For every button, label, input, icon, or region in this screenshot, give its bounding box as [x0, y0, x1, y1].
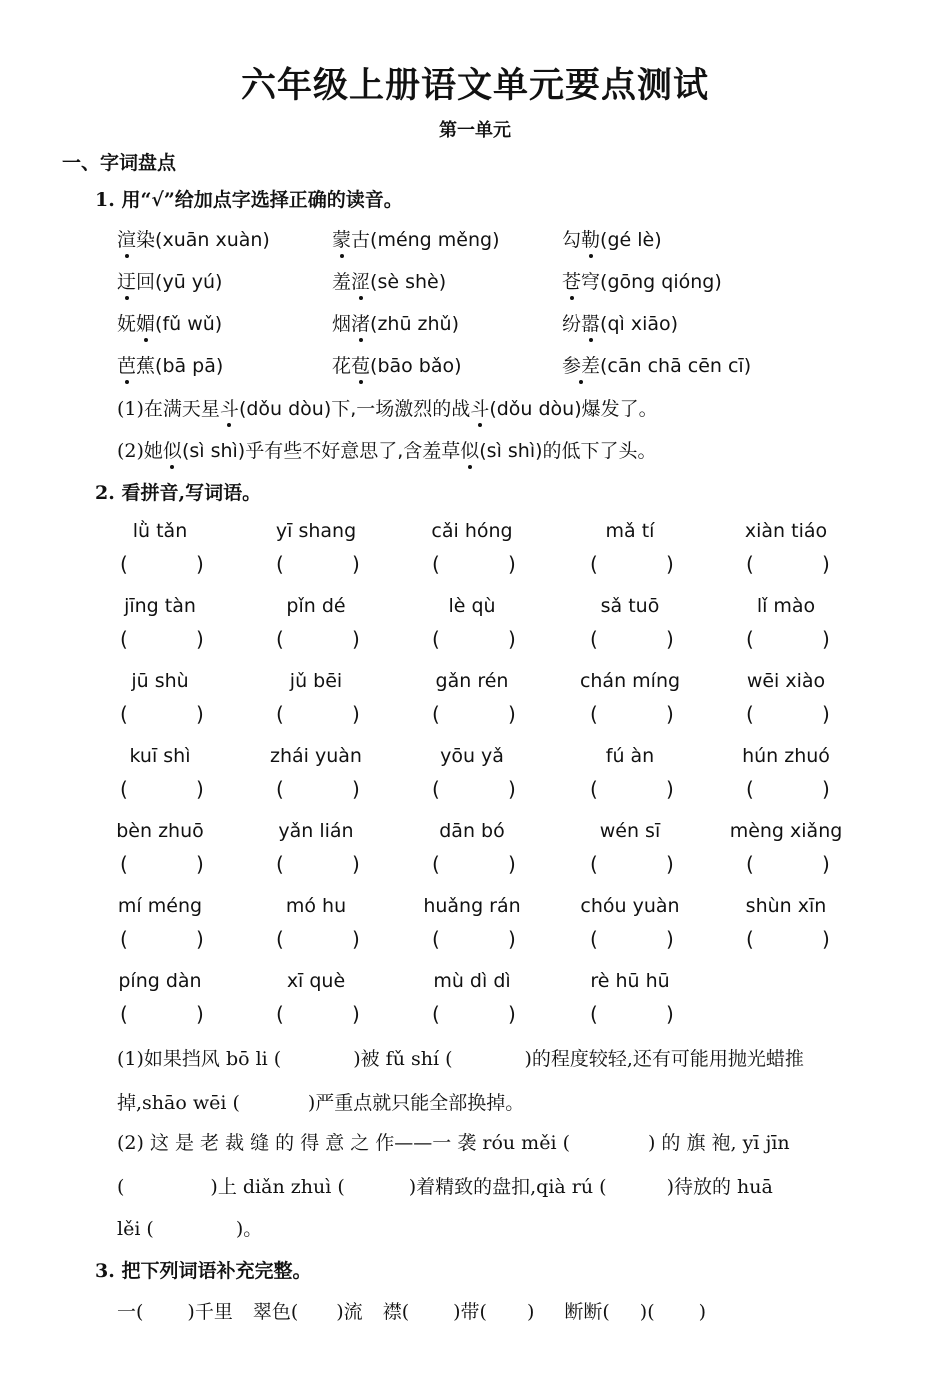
answer-paren-close: ): [508, 627, 516, 651]
answer-blank[interactable]: [442, 552, 504, 578]
word-char: 妩: [117, 313, 137, 335]
idiom-fragment: )带(: [453, 1301, 487, 1323]
answer-paren-close: ): [196, 627, 204, 651]
q1-s1-dotted-2: 斗: [470, 394, 489, 421]
pinyin-label: mèng xiǎng: [729, 820, 843, 842]
reading-choice-item: [562, 351, 751, 378]
pinyin-label: cǎi hóng: [431, 520, 513, 542]
pinyin-label: xī què: [286, 970, 346, 992]
idiom-fragment: )千里: [187, 1301, 233, 1323]
answer-paren-close: ): [196, 777, 204, 801]
pinyin-label: píng dàn: [118, 970, 202, 992]
pronunciation-options[interactable]: (gé lè): [600, 229, 662, 251]
answer-paren-open: (: [120, 852, 128, 876]
answer-paren-open: (: [432, 777, 440, 801]
q1-s1-text-a: (1)在满天星: [117, 398, 220, 420]
pinyin-label: pǐn dé: [286, 595, 346, 617]
answer-paren-close: ): [196, 552, 204, 576]
answer-blank[interactable]: [130, 702, 192, 728]
q1-s2-text-a: (2)她: [117, 440, 163, 462]
pinyin-label: mù dì dì: [433, 970, 511, 992]
q2-p2-g: lěi (: [117, 1218, 154, 1240]
pinyin-label: xiàn tiáo: [744, 520, 828, 542]
reading-choice-item: [332, 267, 446, 294]
pinyin-label: lǐ mào: [756, 595, 816, 617]
answer-blank[interactable]: [286, 852, 348, 878]
word-char: 勾: [562, 229, 582, 251]
idiom-fragment: ): [698, 1301, 707, 1323]
answer-paren-close: ): [666, 852, 674, 876]
answer-paren-close: ): [666, 627, 674, 651]
q1-s2-text-c: (sì shì)的低下了头。: [479, 440, 657, 462]
answer-paren-close: ): [666, 552, 674, 576]
answer-paren-close: ): [666, 777, 674, 801]
dotted-char: 渚: [351, 309, 370, 336]
answer-paren-close: ): [666, 927, 674, 951]
pinyin-label: gǎn rén: [435, 670, 509, 692]
answer-paren-open: (: [590, 702, 598, 726]
pronunciation-options[interactable]: (cān chā cēn cī): [600, 355, 752, 377]
word-char: 纷: [562, 313, 582, 335]
answer-blank[interactable]: [130, 627, 192, 653]
idiom-fragment: )(: [639, 1301, 655, 1323]
dotted-char: 嚣: [581, 309, 600, 336]
q1-s2-dotted-2: 似: [460, 436, 479, 463]
answer-blank[interactable]: [756, 627, 818, 653]
answer-paren-open: (: [746, 702, 754, 726]
reading-choice-item: [117, 225, 270, 252]
idiom-fragment: 断断(: [564, 1301, 610, 1323]
reading-choice-item: [117, 267, 222, 294]
answer-paren-close: ): [352, 552, 360, 576]
word-char: 蕉: [136, 355, 156, 377]
answer-paren-close: ): [196, 702, 204, 726]
answer-blank[interactable]: [756, 927, 818, 953]
pinyin-label: jīng tàn: [124, 595, 196, 617]
dotted-char: 勒: [581, 225, 600, 252]
reading-choice-item: [117, 351, 223, 378]
pronunciation-options[interactable]: (fǔ wǔ): [155, 313, 223, 335]
pinyin-label: wén sī: [599, 820, 661, 842]
q1-s1-text-b: (dǒu dòu)下,一场激烈的战: [238, 398, 471, 420]
answer-blank[interactable]: [130, 552, 192, 578]
pronunciation-options[interactable]: (gōng qióng): [600, 271, 722, 293]
idiom-fragment: 翠色(: [252, 1301, 299, 1323]
word-char: 回: [136, 271, 156, 293]
pinyin-label: hún zhuó: [742, 745, 830, 767]
answer-paren-close: ): [508, 552, 516, 576]
answer-paren-close: ): [666, 702, 674, 726]
answer-paren-open: (: [746, 777, 754, 801]
q1-s1-text-c: (dǒu dòu)爆发了。: [489, 398, 658, 420]
dotted-char: 芭: [117, 351, 136, 378]
answer-paren-close: ): [352, 777, 360, 801]
answer-blank[interactable]: [600, 702, 662, 728]
answer-blank[interactable]: [600, 777, 662, 803]
dotted-char: 苞: [351, 351, 370, 378]
pinyin-label: dān bó: [439, 820, 505, 842]
q1-sentence-2: [117, 436, 657, 463]
pinyin-label: bèn zhuō: [116, 820, 204, 842]
answer-paren-close: ): [508, 1002, 516, 1026]
q2-p2-f: )待放的 huā: [666, 1176, 773, 1198]
answer-blank[interactable]: [442, 927, 504, 953]
q2-passage-1-line-1: [117, 1044, 804, 1071]
answer-paren-open: (: [590, 627, 598, 651]
pinyin-label: yōu yǎ: [440, 745, 504, 767]
answer-paren-open: (: [120, 702, 128, 726]
pinyin-label: lǜ tǎn: [132, 520, 188, 542]
dotted-char: 渲: [117, 225, 136, 252]
reading-choice-item: [562, 267, 722, 294]
answer-blank[interactable]: [286, 777, 348, 803]
q2-passage-2-line-1: [117, 1128, 790, 1155]
answer-paren-close: ): [822, 552, 830, 576]
answer-blank[interactable]: [600, 1002, 662, 1028]
answer-paren-open: (: [590, 852, 598, 876]
answer-paren-close: ): [822, 777, 830, 801]
pronunciation-options[interactable]: (yū yú): [155, 271, 223, 293]
word-char: 羞: [332, 271, 352, 293]
q3-prompt: 3. 把下列词语补充完整。: [95, 1260, 312, 1282]
q2-prompt: 2. 看拼音,写词语。: [95, 482, 262, 504]
answer-paren-open: (: [746, 552, 754, 576]
pinyin-label: huǎng rán: [423, 895, 521, 917]
q2-p1-b: )被 fǔ shí (: [353, 1048, 453, 1070]
answer-paren-open: (: [276, 852, 284, 876]
answer-paren-open: (: [590, 1002, 598, 1026]
pronunciation-options[interactable]: (bāo bǎo): [370, 355, 462, 377]
pinyin-label: chóu yuàn: [580, 895, 680, 917]
idiom-fragment: 一(: [117, 1301, 144, 1323]
pinyin-label: yī shang: [275, 520, 357, 542]
pinyin-label: mǎ tí: [605, 520, 655, 542]
idiom-fragment: 襟(: [382, 1301, 410, 1323]
answer-blank[interactable]: [130, 852, 192, 878]
pinyin-label: jǔ bēi: [289, 670, 343, 692]
word-char: 古: [351, 229, 371, 251]
pronunciation-options[interactable]: (sè shè): [370, 271, 447, 293]
answer-blank[interactable]: [286, 1002, 348, 1028]
answer-blank[interactable]: [442, 852, 504, 878]
answer-blank[interactable]: [756, 852, 818, 878]
answer-paren-open: (: [432, 552, 440, 576]
section-heading: 一、字词盘点: [62, 152, 177, 174]
answer-paren-open: (: [276, 702, 284, 726]
answer-blank[interactable]: [442, 1002, 504, 1028]
reading-choice-item: [562, 225, 662, 252]
answer-paren-open: (: [590, 777, 598, 801]
answer-paren-close: ): [822, 852, 830, 876]
pinyin-label: mí méng: [117, 895, 203, 917]
word-char: 花: [332, 355, 352, 377]
pinyin-label: jū shù: [131, 670, 189, 692]
dotted-char: 迂: [117, 267, 136, 294]
reading-choice-item: [332, 351, 462, 378]
answer-paren-open: (: [746, 627, 754, 651]
answer-paren-close: ): [508, 702, 516, 726]
answer-paren-open: (: [276, 552, 284, 576]
q1-prompt: 1. 用“√”给加点字选择正确的读音。: [95, 189, 403, 211]
reading-choice-item: [562, 309, 678, 336]
pinyin-label: lè qù: [448, 595, 496, 617]
answer-paren-open: (: [276, 777, 284, 801]
answer-paren-close: ): [196, 927, 204, 951]
reading-choice-item: [117, 309, 222, 336]
reading-choice-item: [332, 225, 500, 252]
pinyin-label: zhái yuàn: [270, 745, 362, 767]
pinyin-label: rè hū hū: [590, 970, 670, 992]
answer-paren-close: ): [508, 852, 516, 876]
q2-p2-h: )。: [235, 1218, 263, 1240]
answer-blank[interactable]: [130, 1002, 192, 1028]
word-char: 染: [136, 229, 156, 251]
idiom-fragment: ): [526, 1301, 535, 1323]
pinyin-label: chán míng: [579, 670, 681, 692]
answer-paren-open: (: [120, 552, 128, 576]
answer-blank[interactable]: [442, 777, 504, 803]
dotted-char: 参差: [562, 351, 600, 378]
q2-p1-e: )严重点就只能全部换掉。: [307, 1092, 525, 1114]
answer-paren-open: (: [746, 927, 754, 951]
answer-paren-open: (: [120, 627, 128, 651]
pinyin-label: fú àn: [605, 745, 655, 767]
pinyin-label: yǎn lián: [278, 820, 354, 842]
answer-paren-close: ): [508, 777, 516, 801]
q2-p1-a: (1)如果挡风 bō li (: [117, 1048, 282, 1070]
answer-blank[interactable]: [756, 777, 818, 803]
q2-p1-c: )的程度较轻,还有可能用抛光蜡推: [524, 1048, 804, 1070]
dotted-char: 苍: [562, 267, 581, 294]
q2-passage-2-line-2: [117, 1172, 773, 1199]
q2-passage-1-line-2: [117, 1088, 524, 1115]
answer-blank[interactable]: [286, 927, 348, 953]
word-char: 穹: [581, 271, 601, 293]
answer-paren-open: (: [120, 1002, 128, 1026]
dotted-char: 涩: [351, 267, 370, 294]
answer-paren-close: ): [196, 1002, 204, 1026]
answer-paren-close: ): [352, 927, 360, 951]
answer-blank[interactable]: [130, 927, 192, 953]
pronunciation-options[interactable]: (bā pā): [155, 355, 224, 377]
answer-blank[interactable]: [286, 627, 348, 653]
answer-paren-close: ): [352, 627, 360, 651]
q1-s1-dotted-1: 斗: [220, 394, 239, 421]
dotted-char: 蒙: [332, 225, 351, 252]
pronunciation-options[interactable]: (zhū zhǔ): [370, 313, 460, 335]
answer-paren-open: (: [432, 702, 440, 726]
answer-paren-close: ): [352, 702, 360, 726]
pinyin-label: shùn xīn: [745, 895, 827, 917]
pronunciation-options[interactable]: (xuān xuàn): [155, 229, 270, 251]
q2-p1-d: 掉,shāo wēi (: [117, 1092, 240, 1114]
answer-blank[interactable]: [442, 627, 504, 653]
reading-choice-item: [332, 309, 459, 336]
pinyin-label: sǎ tuō: [600, 595, 660, 617]
answer-paren-open: (: [746, 852, 754, 876]
word-char: 烟: [332, 313, 352, 335]
q2-p2-a: (2) 这 是 老 裁 缝 的 得 意 之 作——一 袭 róu měi (: [117, 1132, 570, 1154]
unit-subtitle: 第一单元: [439, 120, 511, 141]
q2-p2-d: )上 diǎn zhuì (: [210, 1176, 345, 1198]
answer-paren-open: (: [432, 627, 440, 651]
answer-blank[interactable]: [130, 777, 192, 803]
q1-s2-text-b: (sì shì)乎有些不好意思了,含羞草: [181, 440, 461, 462]
answer-blank[interactable]: [600, 552, 662, 578]
pronunciation-options[interactable]: (méng měng): [370, 229, 500, 251]
answer-blank[interactable]: [286, 702, 348, 728]
answer-paren-close: ): [352, 1002, 360, 1026]
answer-paren-open: (: [276, 1002, 284, 1026]
page-title: 六年级上册语文单元要点测试: [240, 65, 709, 106]
pinyin-label: mó hu: [285, 895, 347, 917]
answer-paren-close: ): [666, 1002, 674, 1026]
answer-paren-close: ): [822, 702, 830, 726]
answer-paren-open: (: [276, 627, 284, 651]
dotted-char: 媚: [136, 309, 155, 336]
q2-p2-b: ) 的 旗 袍, yī jīn: [647, 1132, 790, 1154]
answer-paren-open: (: [120, 927, 128, 951]
q1-sentence-1: [117, 394, 658, 421]
answer-blank[interactable]: [600, 852, 662, 878]
answer-paren-close: ): [508, 927, 516, 951]
answer-paren-open: (: [276, 927, 284, 951]
answer-blank[interactable]: [600, 627, 662, 653]
answer-blank[interactable]: [756, 552, 818, 578]
answer-paren-close: ): [196, 852, 204, 876]
answer-paren-open: (: [120, 777, 128, 801]
answer-paren-open: (: [590, 927, 598, 951]
answer-blank[interactable]: [756, 702, 818, 728]
q3-items: [117, 1297, 740, 1324]
answer-paren-open: (: [432, 852, 440, 876]
q2-passage-2-line-3: [117, 1214, 262, 1241]
q2-p2-c: (: [117, 1176, 125, 1198]
answer-blank[interactable]: [600, 927, 662, 953]
answer-blank[interactable]: [442, 702, 504, 728]
answer-paren-close: ): [352, 852, 360, 876]
answer-paren-close: ): [822, 927, 830, 951]
idiom-fragment: )流: [336, 1301, 363, 1323]
answer-paren-open: (: [432, 927, 440, 951]
answer-paren-open: (: [432, 1002, 440, 1026]
pronunciation-options[interactable]: (qì xiāo): [600, 313, 679, 335]
q2-p2-e: )着精致的盘扣,qià rú (: [408, 1176, 607, 1198]
answer-paren-close: ): [822, 627, 830, 651]
q1-s2-dotted-1: 似: [163, 436, 182, 463]
pinyin-label: kuī shì: [129, 745, 191, 767]
answer-paren-open: (: [590, 552, 598, 576]
answer-blank[interactable]: [286, 552, 348, 578]
pinyin-label: wēi xiào: [746, 670, 826, 692]
